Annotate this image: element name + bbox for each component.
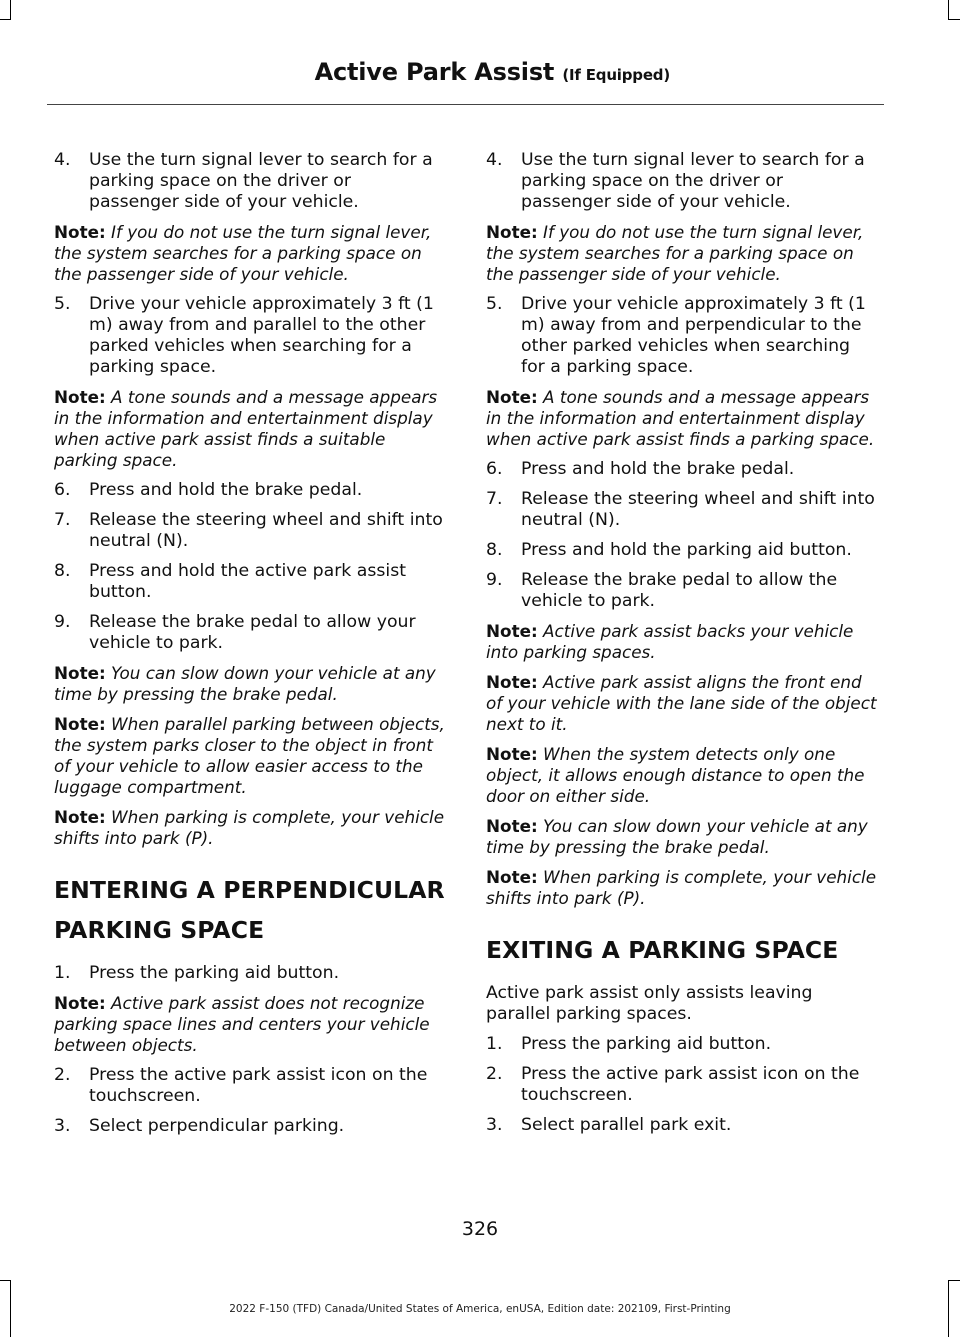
list-item bbox=[54, 1065, 446, 1107]
list-item-number: 3. bbox=[54, 1116, 71, 1136]
page-title-main: Active Park Assist bbox=[314, 58, 555, 86]
note-label: Note: bbox=[486, 672, 538, 692]
crop-mark-top-left-h bbox=[0, 19, 11, 20]
header-divider bbox=[47, 104, 884, 105]
list-item bbox=[54, 480, 446, 501]
list-item-text: Press the active park assist icon on the touchscreen. bbox=[89, 1065, 428, 1106]
crop-mark-bottom-right-h bbox=[948, 1280, 960, 1281]
left-column bbox=[54, 150, 446, 1146]
page-title-suffix: (If Equipped) bbox=[562, 66, 670, 84]
list-item-text: Press and hold the active park assist button. bbox=[89, 561, 406, 602]
note-label: Note: bbox=[54, 387, 106, 407]
list-item bbox=[54, 1116, 446, 1137]
note-label: Note: bbox=[54, 714, 106, 734]
note bbox=[54, 387, 446, 471]
note bbox=[54, 714, 446, 798]
note bbox=[486, 816, 878, 858]
note-label: Note: bbox=[54, 222, 106, 242]
note-text: Active park assist backs your vehicle into parking spaces. bbox=[486, 621, 854, 662]
list-item-number: 2. bbox=[54, 1065, 71, 1085]
note bbox=[486, 621, 878, 663]
list-item-number: 9. bbox=[54, 612, 71, 632]
list-item-number: 7. bbox=[486, 489, 503, 509]
list-item-text: Select parallel park exit. bbox=[521, 1115, 732, 1135]
note bbox=[54, 807, 446, 849]
list-item-number: 3. bbox=[486, 1115, 503, 1135]
right-blocks-b bbox=[486, 983, 878, 1136]
note-label: Note: bbox=[54, 663, 106, 683]
list-item-number: 8. bbox=[54, 561, 71, 581]
note-text: If you do not use the turn signal lever, the system searches for a parking space on the passenger side of your vehicle. bbox=[486, 222, 864, 284]
list-item-text: Press the parking aid button. bbox=[521, 1034, 772, 1054]
left-blocks-a bbox=[54, 150, 446, 849]
list-item-text: Press and hold the brake pedal. bbox=[521, 459, 795, 479]
list-item-text: Select perpendicular parking. bbox=[89, 1116, 345, 1136]
note-text: Active park assist aligns the front end of your vehicle with the lane side of the object next to it. bbox=[486, 672, 877, 734]
list-item-number: 5. bbox=[54, 294, 71, 314]
list-item bbox=[486, 294, 878, 378]
list-item-number: 2. bbox=[486, 1064, 503, 1084]
left-blocks-b bbox=[54, 963, 446, 1137]
note-text: You can slow down your vehicle at any time by pressing the brake pedal. bbox=[486, 816, 868, 857]
crop-mark-top-left-v bbox=[10, 0, 11, 20]
crop-mark-top-right-h bbox=[948, 19, 960, 20]
note-label: Note: bbox=[54, 993, 106, 1013]
note-label: Note: bbox=[54, 807, 106, 827]
page-number: 326 bbox=[461, 1218, 499, 1240]
note bbox=[54, 663, 446, 705]
list-item-number: 1. bbox=[54, 963, 71, 983]
list-item bbox=[54, 612, 446, 654]
list-item bbox=[54, 963, 446, 984]
note-text: When the system detects only one object, it allows enough distance to open the door on either side. bbox=[486, 744, 865, 806]
note-label: Note: bbox=[486, 222, 538, 242]
list-item bbox=[486, 540, 878, 561]
note-label: Note: bbox=[486, 867, 538, 887]
heading-line-2: PARKING SPACE bbox=[54, 916, 265, 944]
right-column bbox=[486, 150, 878, 1145]
section-heading-perpendicular bbox=[54, 875, 446, 945]
footer-edition: 2022 F-150 (TFD) Canada/United States of America, enUSA, Edition date: 202109, First-Printing bbox=[229, 1303, 731, 1315]
note-text: If you do not use the turn signal lever, the system searches for a parking space on the passenger side of your vehicle. bbox=[54, 222, 432, 284]
list-item bbox=[486, 150, 878, 213]
note bbox=[486, 744, 878, 807]
note bbox=[54, 222, 446, 285]
note-text: When parking is complete, your vehicle shifts into park (P). bbox=[486, 867, 877, 908]
list-item-number: 1. bbox=[486, 1034, 503, 1054]
list-item bbox=[54, 150, 446, 213]
list-item-text: Drive your vehicle approximately 3 ft (1 m) away from and perpendicular to the other parked vehicles when searching for a parking space. bbox=[521, 294, 866, 377]
list-item-text: Release the brake pedal to allow your vehicle to park. bbox=[89, 612, 416, 653]
list-item bbox=[486, 1034, 878, 1055]
list-item-number: 7. bbox=[54, 510, 71, 530]
note-label: Note: bbox=[486, 744, 538, 764]
list-item-text: Release the steering wheel and shift into neutral (N). bbox=[521, 489, 875, 530]
note-text: Active park assist does not recognize parking space lines and centers your vehicle between objects. bbox=[54, 993, 430, 1055]
list-item-text: Press and hold the parking aid button. bbox=[521, 540, 852, 560]
note bbox=[486, 867, 878, 909]
list-item-number: 4. bbox=[486, 150, 503, 170]
note-label: Note: bbox=[486, 387, 538, 407]
heading-line-1: EXITING A PARKING SPACE bbox=[486, 936, 839, 964]
list-item bbox=[54, 561, 446, 603]
note-text: When parking is complete, your vehicle shifts into park (P). bbox=[54, 807, 445, 848]
note bbox=[486, 222, 878, 285]
list-item bbox=[54, 510, 446, 552]
list-item bbox=[486, 459, 878, 480]
list-item-number: 4. bbox=[54, 150, 71, 170]
note-text: When parallel parking between objects, the system parks closer to the object in front of your vehicle to allow easier access to the luggage compartment. bbox=[54, 714, 445, 797]
paragraph: Active park assist only assists leaving parallel parking spaces. bbox=[486, 983, 813, 1024]
list-item-number: 8. bbox=[486, 540, 503, 560]
list-item bbox=[486, 1115, 878, 1136]
list-item-number: 5. bbox=[486, 294, 503, 314]
heading-line-1: ENTERING A PERPENDICULAR bbox=[54, 876, 445, 904]
crop-mark-bottom-left-h bbox=[0, 1280, 11, 1281]
list-item-text: Release the brake pedal to allow the vehicle to park. bbox=[521, 570, 838, 611]
list-item bbox=[486, 570, 878, 612]
note bbox=[486, 672, 878, 735]
crop-mark-top-right-v bbox=[948, 0, 949, 20]
note bbox=[54, 993, 446, 1056]
list-item-text: Release the steering wheel and shift into neutral (N). bbox=[89, 510, 443, 551]
list-item bbox=[54, 294, 446, 378]
page-title bbox=[315, 58, 670, 86]
note-text: You can slow down your vehicle at any time by pressing the brake pedal. bbox=[54, 663, 436, 704]
note-text: A tone sounds and a message appears in the information and entertainment display when active park assist finds a parking space. bbox=[486, 387, 875, 449]
list-item-text: Use the turn signal lever to search for a parking space on the driver or passenger side of your vehicle. bbox=[521, 150, 865, 212]
section-heading-exiting bbox=[486, 935, 878, 965]
right-blocks-a bbox=[486, 150, 878, 909]
list-item-text: Use the turn signal lever to search for a parking space on the driver or passenger side of your vehicle. bbox=[89, 150, 433, 212]
list-item-text: Press and hold the brake pedal. bbox=[89, 480, 363, 500]
note-label: Note: bbox=[486, 816, 538, 836]
list-item bbox=[486, 489, 878, 531]
note bbox=[486, 387, 878, 450]
list-item-text: Drive your vehicle approximately 3 ft (1 m) away from and parallel to the other parked vehicles when searching for a parking space. bbox=[89, 294, 434, 377]
list-item-number: 6. bbox=[486, 459, 503, 479]
note-text: A tone sounds and a message appears in the information and entertainment display when active park assist finds a suitable parking space. bbox=[54, 387, 438, 470]
list-item-text: Press the parking aid button. bbox=[89, 963, 340, 983]
list-item-number: 6. bbox=[54, 480, 71, 500]
list-item bbox=[486, 1064, 878, 1106]
list-item-text: Press the active park assist icon on the touchscreen. bbox=[521, 1064, 860, 1105]
note-label: Note: bbox=[486, 621, 538, 641]
list-item-number: 9. bbox=[486, 570, 503, 590]
